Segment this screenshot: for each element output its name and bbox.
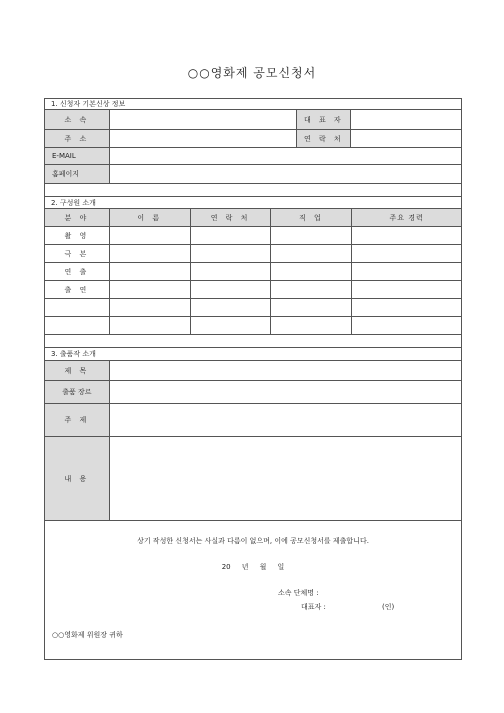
member-row — [45, 281, 461, 299]
field-contact[interactable] — [351, 130, 461, 147]
declaration-date: 20 년 월 일 — [221, 563, 285, 571]
member-career-field[interactable] — [352, 263, 461, 280]
header-name: 이 름 — [110, 209, 191, 226]
section-1-heading: 1. 신청자 기본신상 정보 — [45, 99, 461, 110]
member-contact-field[interactable] — [191, 281, 272, 298]
row-theme — [45, 404, 461, 437]
representative-label: 대표자 : — [301, 603, 326, 611]
field-work-title[interactable] — [110, 361, 461, 380]
label-contact: 연 락 처 — [297, 130, 351, 147]
field-affiliation[interactable] — [110, 110, 298, 129]
org-name-label: 소속 단체명 : — [278, 589, 319, 597]
member-contact-field[interactable] — [191, 317, 272, 334]
row-address — [45, 130, 461, 148]
row-work-title — [45, 361, 461, 381]
page-title: ○○영화제 공모신청서 — [187, 66, 317, 80]
member-name-field[interactable] — [110, 263, 191, 280]
field-content[interactable] — [110, 437, 461, 520]
row-email — [45, 148, 461, 165]
member-contact-field[interactable] — [191, 227, 272, 244]
spacer-row — [45, 184, 461, 197]
member-name-field[interactable] — [110, 299, 191, 316]
member-career-field[interactable] — [352, 245, 461, 262]
application-form — [44, 98, 462, 660]
member-job-field[interactable] — [271, 263, 352, 280]
member-career-field[interactable] — [352, 227, 461, 244]
header-career: 주요 경력 — [352, 209, 461, 226]
label-address: 주 소 — [45, 130, 110, 147]
member-name-field[interactable] — [110, 281, 191, 298]
member-career-field[interactable] — [352, 317, 461, 334]
declaration-statement: 상기 작성한 신청서는 사실과 다름이 없으며, 이에 공모신청서를 제출합니다. — [137, 537, 369, 545]
label-affiliation: 소 속 — [45, 110, 110, 129]
header-contact: 연 락 처 — [191, 209, 272, 226]
member-name-field[interactable] — [110, 245, 191, 262]
member-row — [45, 263, 461, 281]
label-representative: 대 표 자 — [297, 110, 351, 129]
member-name-field[interactable] — [110, 317, 191, 334]
member-row — [45, 317, 461, 335]
declaration-area — [45, 521, 461, 661]
field-email[interactable] — [110, 148, 461, 164]
member-row — [45, 299, 461, 317]
label-theme: 주 제 — [45, 404, 110, 436]
member-career-field[interactable] — [352, 299, 461, 316]
member-role-cell: 출 연 — [45, 281, 110, 298]
label-genre: 출품 장르 — [45, 381, 110, 403]
member-role-cell: 촬 영 — [45, 227, 110, 244]
label-work-title: 제 목 — [45, 361, 110, 380]
member-contact-field[interactable] — [191, 299, 272, 316]
row-homepage — [45, 165, 461, 184]
member-row — [45, 245, 461, 263]
header-job: 직 업 — [271, 209, 352, 226]
field-genre[interactable] — [110, 381, 461, 403]
member-name-field[interactable] — [110, 227, 191, 244]
member-role-cell: 극 본 — [45, 245, 110, 262]
member-contact-field[interactable] — [191, 263, 272, 280]
member-job-field[interactable] — [271, 317, 352, 334]
member-career-field[interactable] — [352, 281, 461, 298]
seal-mark: (인) — [382, 603, 395, 611]
label-email: E-MAIL — [45, 148, 110, 164]
row-genre — [45, 381, 461, 404]
member-job-field[interactable] — [271, 299, 352, 316]
member-job-field[interactable] — [271, 227, 352, 244]
field-homepage[interactable] — [110, 165, 461, 183]
member-row — [45, 227, 461, 245]
field-address[interactable] — [110, 130, 298, 147]
spacer-row — [45, 335, 461, 348]
header-field: 분 야 — [45, 209, 110, 226]
member-job-field[interactable] — [271, 245, 352, 262]
row-affiliation — [45, 110, 461, 130]
label-homepage: 홈페이지 — [45, 165, 110, 183]
member-role-cell — [45, 299, 110, 316]
member-role-cell — [45, 317, 110, 334]
row-content — [45, 437, 461, 521]
addressee: ○○영화제 위원장 귀하 — [52, 631, 123, 639]
label-content: 내 용 — [45, 437, 110, 520]
member-job-field[interactable] — [271, 281, 352, 298]
member-role-cell: 연 출 — [45, 263, 110, 280]
section-3-heading: 3. 출품작 소개 — [45, 348, 461, 361]
section-2-heading: 2. 구성원 소개 — [45, 197, 461, 209]
member-contact-field[interactable] — [191, 245, 272, 262]
field-representative[interactable] — [351, 110, 461, 129]
members-header-row — [45, 209, 461, 227]
field-theme[interactable] — [110, 404, 461, 436]
